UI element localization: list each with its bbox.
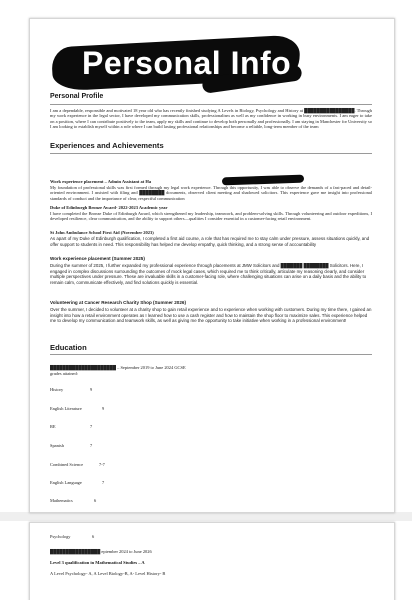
alevel-grades: A Level Psychology- A, A Level Biology-B, A- Level History- B [50,571,166,576]
page-title: Personal Info [82,45,292,81]
grade-subject: Psychology [50,534,71,539]
profile-rule [50,104,372,105]
grade-value: 7 [102,480,105,485]
exp-3-text: As apart of my Duke of Edinburgh qualification, I completed a first aid course, a role that has required me to stay calm under pressure, assess situations quickly, and offer support to students in need. This responsibility has helped me develop empathy, quick thinking, and a strong sense of accountability [50,236,370,247]
exp-4-text: During the summer of 2025, I further expanded my professional experience through placements at JMW Solicitors and ███████ ████████ Solicitors. Here, I engaged in complex discussions surrounding the outcomes of mock legal cases, which required me to think critically, articulate my reasoning clearly, and consider multiple perspectives under pressure. These are invaluable skills in a customer-facing role, where challenging situations can arise on a daily basis and the ability to remain calm, communicate effectively, and find solutions quickly is essential. [50,263,367,285]
exp-1-text: My foundation of professional skills was first formed through my legal work experience. Through this opportunity, I was able to observe the demands of a fast-paced and detail-oriented environment. I assisted with filing and ████████ documents, observed client meeting and shadowed solicitors. This experience gave me insight into professional standards of conduct and the importance of clear, respectful communication [50,185,372,201]
exp-5-title: Volunteering at Cancer Research Charity Shop (Summer 2026) [50,300,186,305]
level3-qualification: Level 3 qualification in Mathematical Studies – A [50,560,145,565]
exp-1-title: Work experience placement – Admin Assistant at Ha [50,179,152,184]
education-rule [50,354,372,355]
grade-value: 9 [90,387,93,392]
page-2 [29,522,395,600]
grade-subject: RE [50,424,56,429]
education-grades-intro: grades attained: [50,371,78,376]
exp-3-title: St John Ambulance School First Aid (November 2023) [50,230,154,235]
grade-subject: Mathematics [50,498,73,503]
education-school-line: █████████████████████ – September 2019 to June 2024 GCSE [50,365,186,370]
education-heading: Education [50,343,87,352]
grade-subject: Spanish [50,443,64,448]
grade-value: 7 [90,443,93,448]
grade-value: 6 [92,534,95,539]
exp-4-title: Work experience placement (Summer 2025) [50,256,145,261]
profile-heading: Personal Profile [50,93,104,100]
exp-2-text: I have completed the Bronze Duke of Edinburgh Award, which strengthened my leadership, teamwork, and problem-solving skills. Through volunteering and outdoor expeditions, I developed resilience, clear communication, and the ability to support others—qualities I consider essential in a customer-facing retail environment. [50,211,372,222]
grade-subject: Combined Science [50,462,84,467]
experience-rule [50,153,372,154]
grade-value: 6 [94,498,97,503]
profile-text: I am a dependable, responsible and motivated 18 year old who has recently finished studying A Levels in Biology, Psychology and History at ████████████████. Through my work experience in the legal sector, I have developed my communication skills, professionalism as well as my confidence in working in busy environments. I am eager to take on a position, where I can contribute positively to the team, apply my skills and continue to develop both personally and professionally. I am staying in Manchester for University so I am looking to establish myself within a role where I can build lasting professional relationships and become a reliable, long-term member of the team [50,108,372,130]
page-1 [29,18,395,513]
college-line: ████████████████ eptember 2024 to June 2026 [50,549,152,554]
page-gap [0,512,412,521]
experience-heading: Experiences and Achievements [50,141,164,150]
title-block [52,31,307,95]
grade-subject: English Language [50,480,82,485]
grade-subject: History [50,387,64,392]
grade-value: 7-7 [99,462,105,467]
grade-value: 9 [102,406,105,411]
exp-5-text: Over the summer, I decided to volunteer at a charity shop to gain retail experience and to experience when working with customers. During my time there, I gained an insight into how a retail environment operates as I learned how to use a cash register and how to maintain the shop floor to maximize sales. This experience helped me to develop my communication and teamwork skills, as well as giving me the opportunity to take initiative when working in a professional environment! [50,307,372,324]
exp-1-redaction [222,175,304,186]
exp-2-title: Duke of Edinburgh Bronze Award- 2022-2023 Academic year [50,205,168,210]
grade-value: 7 [90,424,93,429]
grade-subject: English Literature [50,406,82,411]
